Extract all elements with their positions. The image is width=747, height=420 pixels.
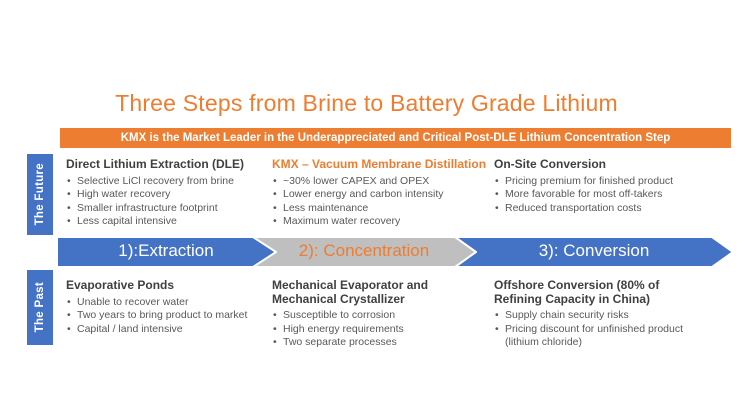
column-heading: Offshore Conversion (80% of Refining Capacity in China) [494,278,660,306]
bullet-item: • Pricing premium for finished product [494,175,722,189]
bullet-item: • Two separate processes [272,336,490,350]
bullet-item: • Less capital intensive [66,215,266,229]
bullet-item: • Lower energy and carbon intensity [272,188,490,202]
bullet-item: • Less maintenance [272,202,490,216]
bullet-item: • High water recovery [66,188,266,202]
bullet-item: • High energy requirements [272,323,490,337]
column-heading: Evaporative Ponds [66,278,175,292]
side-label-the-future [27,154,53,235]
side-label-past-text: The Past [34,282,46,333]
bullet-item: • Smaller infrastructure footprint [66,202,266,216]
future-column-onsite-conversion [494,158,722,215]
column-heading: Direct Lithium Extraction (DLE) [66,157,245,171]
bullet-item: • Reduced transportation costs [494,202,722,216]
bullet-item: • Capital / land intensive [66,323,266,337]
arrow-label-extraction: 1):Extraction [118,241,214,260]
bullet-item: • More favorable for most off-takers [494,188,722,202]
bullet-item: • Unable to recover water [66,296,266,310]
slide-title: Three Steps from Brine to Battery Grade Lithium [115,90,618,116]
past-column-mechanical-evaporator [272,279,490,350]
bullet-list [66,175,266,229]
past-column-offshore-conversion [494,279,696,350]
bullet-item: • ~30% lower CAPEX and OPEX [272,175,490,189]
kmx-market-leader-banner [60,128,731,148]
bullet-item: • Two years to bring product to market [66,309,266,323]
bullet-item: • Supply chain security risks [494,309,696,323]
banner-text: KMX is the Market Leader in the Underappreciated and Critical Post-DLE Lithium Concentration Step [120,132,671,144]
bullet-list [272,175,490,229]
bullet-list [272,309,490,350]
bullet-item: • Susceptible to corrosion [272,309,490,323]
bullet-list [66,296,266,337]
side-label-future-text: The Future [34,163,46,226]
bullet-item: • Maximum water recovery [272,215,490,229]
side-label-the-past [27,270,53,345]
column-heading: KMX – Vacuum Membrane Distillation [272,157,487,171]
bullet-list [494,175,722,216]
bullet-list [494,309,696,350]
past-column-evaporative-ponds [66,279,266,336]
arrow-label-conversion: 3): Conversion [538,241,650,260]
column-heading: On-Site Conversion [494,157,607,171]
arrow-label-concentration: 2): Concentration [298,241,430,260]
bullet-item: • Pricing discount for unfinished product (lithium chloride) [494,323,696,350]
column-heading: Mechanical Evaporator and Mechanical Crystallizer [272,278,429,306]
bullet-item: • Selective LiCl recovery from brine [66,175,266,189]
future-column-kmx-vmd [272,158,490,229]
future-column-dle [66,158,266,229]
